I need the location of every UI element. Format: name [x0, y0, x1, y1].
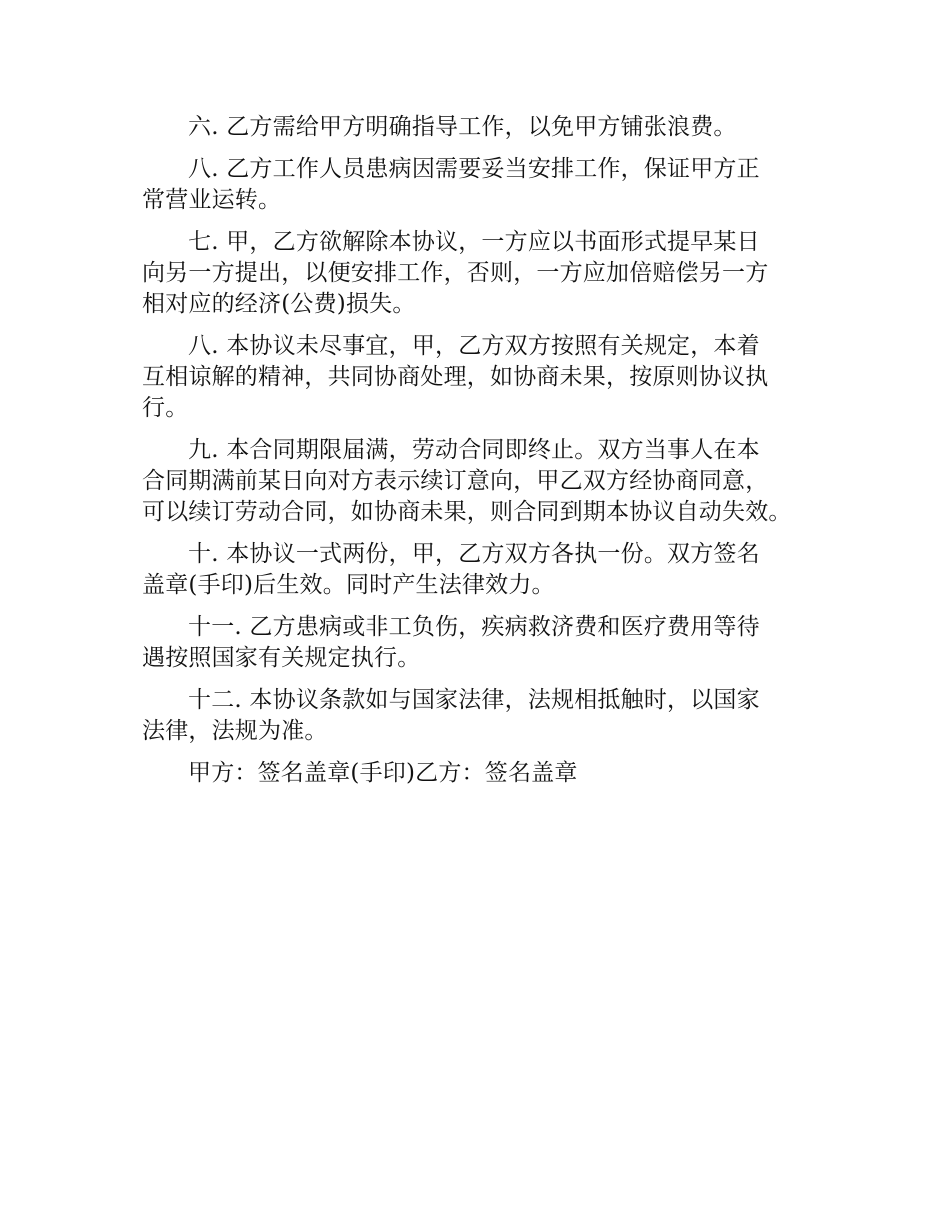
clause-paragraph	[142, 612, 832, 674]
clause-paragraph	[142, 685, 832, 747]
text-line: 甲方：签名盖章(手印)乙方：签名盖章	[188, 760, 578, 786]
clause-paragraph	[142, 227, 832, 320]
document-body	[142, 112, 832, 800]
clause-paragraph	[142, 539, 832, 601]
clause-paragraph	[142, 112, 832, 143]
clause-paragraph	[142, 331, 832, 424]
text-line: 九. 本合同期限届满，劳动合同即终止。双方当事人在本	[188, 437, 760, 463]
text-line: 相对应的经济(公费)损失。	[142, 291, 416, 317]
clause-paragraph	[142, 435, 832, 528]
text-line: 八. 乙方工作人员患病因需要妥当安排工作，保证甲方正	[188, 156, 760, 182]
text-line: 向另一方提出，以便安排工作，否则，一方应加倍赔偿另一方	[142, 260, 769, 286]
text-line: 八. 本协议未尽事宜，甲，乙方双方按照有关规定，本着	[188, 333, 760, 359]
text-line: 盖章(手印)后生效。同时产生法律效力。	[142, 572, 555, 598]
text-line: 六. 乙方需给甲方明确指导工作，以免甲方铺张浪费。	[188, 114, 737, 140]
signature-line	[142, 758, 832, 789]
text-line: 法律，法规为准。	[142, 718, 328, 744]
text-line: 七. 甲，乙方欲解除本协议，一方应以书面形式提早某日	[188, 229, 760, 255]
text-line: 合同期满前某日向对方表示续订意向，甲乙双方经协商同意，	[142, 468, 769, 494]
text-line: 十. 本协议一式两份，甲，乙方双方各执一份。双方签名	[188, 541, 760, 567]
text-line: 可以续订劳动合同，如协商未果，则合同到期本协议自动失效。	[142, 499, 792, 525]
text-line: 遇按照国家有关规定执行。	[142, 645, 421, 671]
clause-paragraph	[142, 154, 832, 216]
text-line: 行。	[142, 395, 189, 421]
text-line: 十一. 乙方患病或非工负伤，疾病救济费和医疗费用等待	[188, 614, 760, 640]
text-line: 常营业运转。	[142, 187, 282, 213]
text-line: 互相谅解的精神，共同协商处理，如协商未果，按原则协议执	[142, 364, 769, 390]
text-line: 十二. 本协议条款如与国家法律，法规相抵触时，以国家	[188, 687, 760, 713]
